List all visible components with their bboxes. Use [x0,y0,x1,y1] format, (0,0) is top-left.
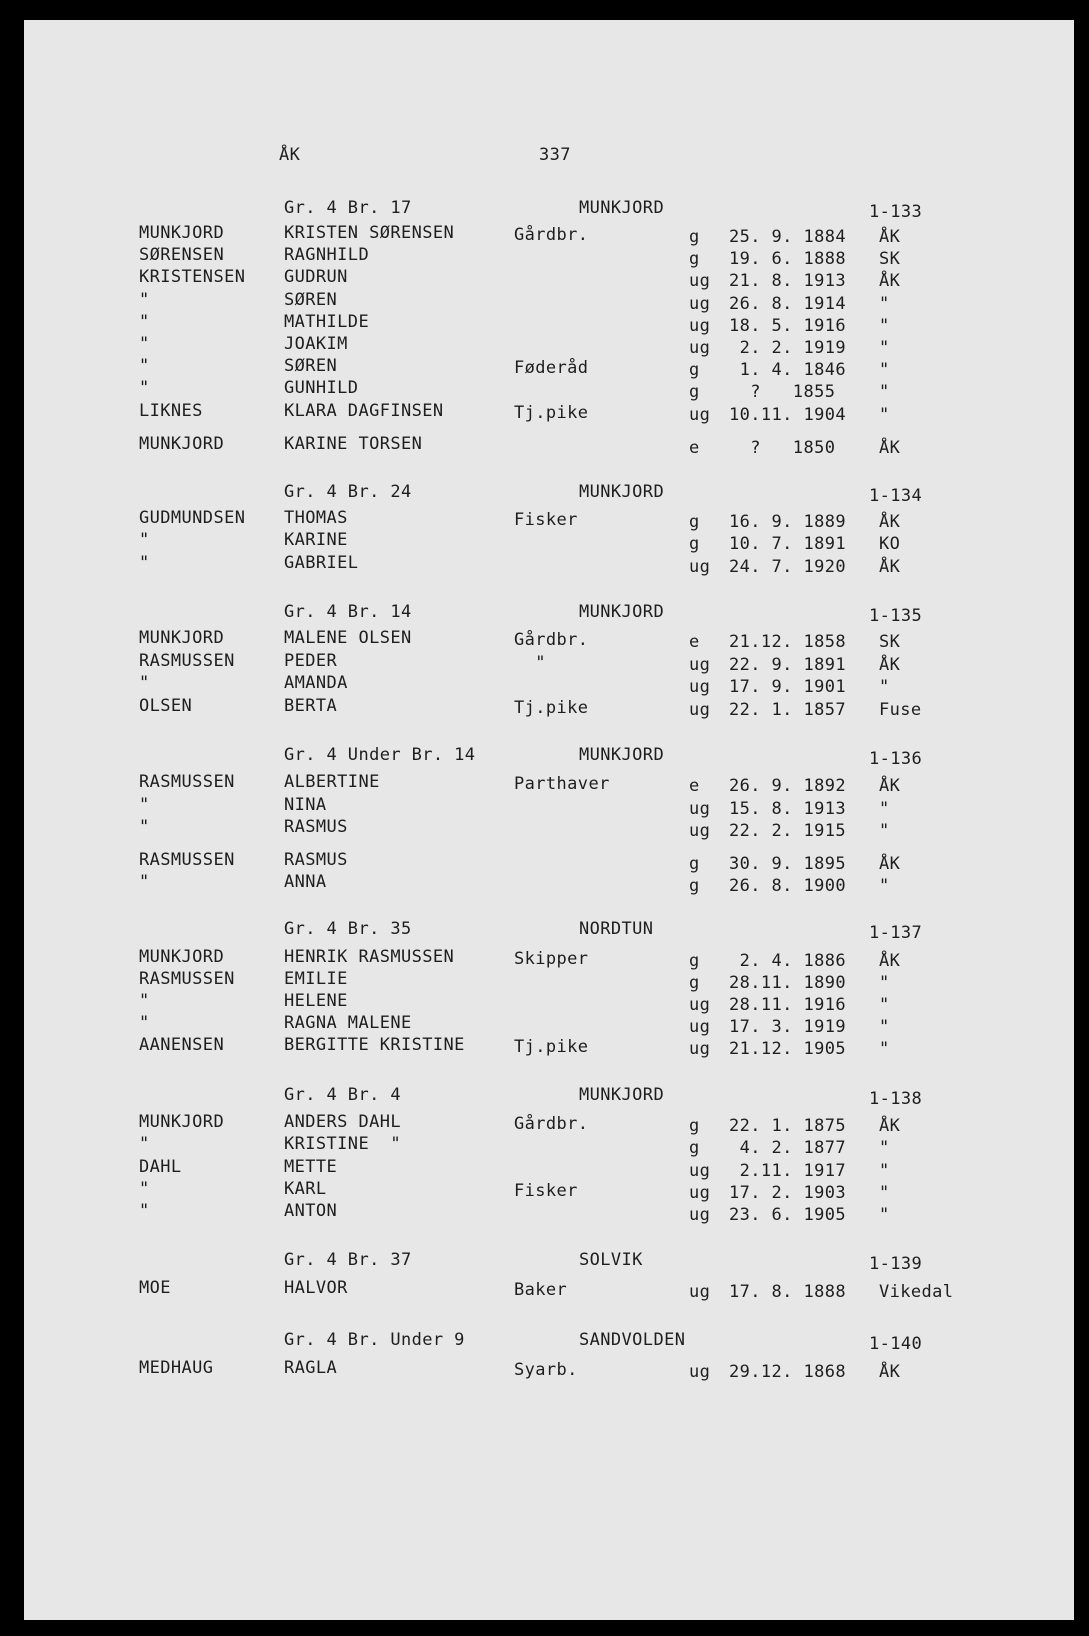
row-date: 26. 8. 1914 [729,294,846,314]
section-code: 1-134 [869,486,923,506]
row-given-name: SØREN [284,356,338,376]
row-status: g [689,227,700,247]
row-surname: " [139,378,150,398]
row-date: 23. 6. 1905 [729,1205,846,1225]
row-surname: RASMUSSEN [139,969,235,989]
row-place: " [879,1138,890,1158]
row-status: ug [689,316,711,336]
row-status: ug [689,1039,711,1059]
row-place: ÅK [879,776,901,796]
row-status: g [689,1116,700,1136]
section-code: 1-135 [869,606,923,626]
row-status: ug [689,1017,711,1037]
row-given-name: PEDER [284,651,338,671]
section-code: 1-137 [869,923,923,943]
row-date: 22. 1. 1875 [729,1116,846,1136]
row-place: " [879,677,890,697]
row-place: " [879,360,890,380]
row-given-name: ANTON [284,1201,338,1221]
row-given-name: METTE [284,1157,338,1177]
row-place: " [879,995,890,1015]
row-place: Vikedal [879,1282,954,1302]
row-status: g [689,951,700,971]
row-place: " [879,294,890,314]
row-date: 10. 7. 1891 [729,534,846,554]
row-occupation: Skipper [514,949,589,969]
section-farm: MUNKJORD [579,482,665,502]
row-surname: DAHL [139,1157,182,1177]
row-surname: MUNKJORD [139,628,225,648]
row-place: " [879,1161,890,1181]
row-status: e [689,776,700,796]
row-place: SK [879,249,901,269]
section-farm: MUNKJORD [579,1085,665,1105]
row-place: ÅK [879,655,901,675]
row-given-name: ANNA [284,872,327,892]
page-place: ÅK [279,145,301,165]
row-occupation: Baker [514,1280,568,1300]
row-given-name: GABRIEL [284,553,359,573]
row-date: ? 1850 [729,438,836,458]
section-farm: NORDTUN [579,919,654,939]
row-surname: AANENSEN [139,1035,225,1055]
row-given-name: JOAKIM [284,334,348,354]
row-given-name: GUNHILD [284,378,359,398]
row-place: " [879,338,890,358]
section-farm: MUNKJORD [579,745,665,765]
row-surname: " [139,553,150,573]
row-status: g [689,973,700,993]
row-place: ÅK [879,951,901,971]
row-status: ug [689,799,711,819]
row-occupation: Gårdbr. [514,630,589,650]
document-page [24,20,1074,1620]
row-occupation: Parthaver [514,774,610,794]
row-status: ug [689,655,711,675]
row-date: 18. 5. 1916 [729,316,846,336]
row-date: 28.11. 1916 [729,995,846,1015]
row-surname: GUDMUNDSEN [139,508,246,528]
section-reference: Gr. 4 Br. 4 [284,1085,401,1105]
row-surname: " [139,530,150,550]
row-date: 26. 8. 1900 [729,876,846,896]
row-date: 21. 8. 1913 [729,271,846,291]
row-surname: " [139,872,150,892]
row-occupation: Fisker [514,510,578,530]
row-surname: " [139,1179,150,1199]
row-occupation: Tj.pike [514,698,589,718]
row-date: 2. 2. 1919 [729,338,846,358]
row-surname: " [139,795,150,815]
row-date: 24. 7. 1920 [729,557,846,577]
section-code: 1-139 [869,1254,923,1274]
row-date: 2.11. 1917 [729,1161,846,1181]
row-status: ug [689,677,711,697]
row-place: " [879,1039,890,1059]
row-place: SK [879,632,901,652]
row-surname: " [139,817,150,837]
row-surname: " [139,1134,150,1154]
row-given-name: SØREN [284,290,338,310]
row-occupation: Tj.pike [514,1037,589,1057]
section-reference: Gr. 4 Br. 24 [284,482,412,502]
row-date: 10.11. 1904 [729,405,846,425]
row-occupation: Syarb. [514,1360,578,1380]
row-date: 30. 9. 1895 [729,854,846,874]
page-number: 337 [539,145,571,165]
row-date: 25. 9. 1884 [729,227,846,247]
row-surname: MEDHAUG [139,1358,214,1378]
row-given-name: RAGNHILD [284,245,370,265]
row-date: 17. 8. 1888 [729,1282,846,1302]
row-surname: MUNKJORD [139,947,225,967]
row-place: ÅK [879,227,901,247]
row-surname: " [139,290,150,310]
row-place: KO [879,534,901,554]
row-status: ug [689,1183,711,1203]
row-place: ÅK [879,1116,901,1136]
row-place: " [879,821,890,841]
row-occupation: Føderåd [514,358,589,378]
row-place: ÅK [879,854,901,874]
row-date: 22. 2. 1915 [729,821,846,841]
row-date: 15. 8. 1913 [729,799,846,819]
row-place: ÅK [879,557,901,577]
row-surname: LIKNES [139,401,203,421]
section-code: 1-133 [869,202,923,222]
row-place: " [879,405,890,425]
row-date: 17. 3. 1919 [729,1017,846,1037]
row-date: 17. 2. 1903 [729,1183,846,1203]
row-given-name: THOMAS [284,508,348,528]
row-status: g [689,360,700,380]
row-place: " [879,1205,890,1225]
row-surname: RASMUSSEN [139,651,235,671]
row-status: ug [689,700,711,720]
row-surname: KRISTENSEN [139,267,246,287]
row-place: ÅK [879,1362,901,1382]
section-farm: SANDVOLDEN [579,1330,686,1350]
row-date: 4. 2. 1877 [729,1138,846,1158]
row-place: Fuse [879,700,922,720]
row-date: ? 1855 [729,382,836,402]
row-status: ug [689,995,711,1015]
row-date: 1. 4. 1846 [729,360,846,380]
row-surname: " [139,312,150,332]
row-status: ug [689,1362,711,1382]
row-given-name: ANDERS DAHL [284,1112,401,1132]
row-status: ug [689,821,711,841]
row-date: 21.12. 1858 [729,632,846,652]
row-surname: " [139,991,150,1011]
row-surname: " [139,1201,150,1221]
section-reference: Gr. 4 Br. 17 [284,198,412,218]
row-status: g [689,382,700,402]
section-code: 1-136 [869,749,923,769]
row-place: " [879,799,890,819]
row-status: e [689,632,700,652]
row-place: ÅK [879,271,901,291]
row-status: ug [689,271,711,291]
row-date: 29.12. 1868 [729,1362,846,1382]
row-surname: " [139,356,150,376]
row-given-name: MATHILDE [284,312,370,332]
row-given-name: BERTA [284,696,338,716]
row-surname: OLSEN [139,696,193,716]
row-status: ug [689,338,711,358]
row-occupation: Fisker [514,1181,578,1201]
section-reference: Gr. 4 Under Br. 14 [284,745,476,765]
row-given-name: HENRIK RASMUSSEN [284,947,455,967]
row-given-name: EMILIE [284,969,348,989]
row-status: g [689,854,700,874]
row-status: g [689,876,700,896]
row-occupation: " [514,653,546,673]
row-date: 28.11. 1890 [729,973,846,993]
row-given-name: AMANDA [284,673,348,693]
row-occupation: Gårdbr. [514,225,589,245]
row-given-name: KARINE [284,530,348,550]
row-place: " [879,382,890,402]
section-code: 1-140 [869,1334,923,1354]
row-given-name: KARL [284,1179,327,1199]
row-date: 19. 6. 1888 [729,249,846,269]
row-given-name: MALENE OLSEN [284,628,412,648]
row-surname: " [139,673,150,693]
row-place: " [879,973,890,993]
row-status: e [689,438,700,458]
row-place: " [879,1017,890,1037]
row-date: 17. 9. 1901 [729,677,846,697]
row-status: ug [689,1205,711,1225]
row-surname: RASMUSSEN [139,850,235,870]
row-date: 16. 9. 1889 [729,512,846,532]
row-surname: " [139,1013,150,1033]
row-given-name: HELENE [284,991,348,1011]
row-status: g [689,1138,700,1158]
row-status: g [689,249,700,269]
row-given-name: KRISTINE " [284,1134,401,1154]
row-given-name: RASMUS [284,850,348,870]
row-occupation: Tj.pike [514,403,589,423]
row-surname: MUNKJORD [139,1112,225,1132]
row-given-name: NINA [284,795,327,815]
row-given-name: GUDRUN [284,267,348,287]
row-surname: MUNKJORD [139,434,225,454]
row-status: ug [689,557,711,577]
row-occupation: Gårdbr. [514,1114,589,1134]
row-status: g [689,534,700,554]
row-surname: SØRENSEN [139,245,225,265]
row-given-name: KLARA DAGFINSEN [284,401,444,421]
row-date: 2. 4. 1886 [729,951,846,971]
section-reference: Gr. 4 Br. 37 [284,1250,412,1270]
row-place: ÅK [879,512,901,532]
row-given-name: BERGITTE KRISTINE [284,1035,465,1055]
row-date: 26. 9. 1892 [729,776,846,796]
row-status: ug [689,1282,711,1302]
section-farm: SOLVIK [579,1250,643,1270]
row-date: 22. 9. 1891 [729,655,846,675]
row-place: ÅK [879,438,901,458]
row-place: " [879,1183,890,1203]
row-given-name: RAGLA [284,1358,338,1378]
section-reference: Gr. 4 Br. 14 [284,602,412,622]
row-given-name: HALVOR [284,1278,348,1298]
row-given-name: RAGNA MALENE [284,1013,412,1033]
section-farm: MUNKJORD [579,198,665,218]
row-date: 22. 1. 1857 [729,700,846,720]
row-surname: RASMUSSEN [139,772,235,792]
row-surname: " [139,334,150,354]
section-code: 1-138 [869,1089,923,1109]
row-place: " [879,316,890,336]
row-status: ug [689,405,711,425]
row-given-name: KRISTEN SØRENSEN [284,223,455,243]
row-given-name: KARINE TORSEN [284,434,423,454]
row-given-name: RASMUS [284,817,348,837]
row-surname: MOE [139,1278,171,1298]
section-farm: MUNKJORD [579,602,665,622]
row-surname: MUNKJORD [139,223,225,243]
row-status: ug [689,294,711,314]
row-status: g [689,512,700,532]
section-reference: Gr. 4 Br. Under 9 [284,1330,465,1350]
section-reference: Gr. 4 Br. 35 [284,919,412,939]
row-date: 21.12. 1905 [729,1039,846,1059]
row-status: ug [689,1161,711,1181]
row-place: " [879,876,890,896]
row-given-name: ALBERTINE [284,772,380,792]
